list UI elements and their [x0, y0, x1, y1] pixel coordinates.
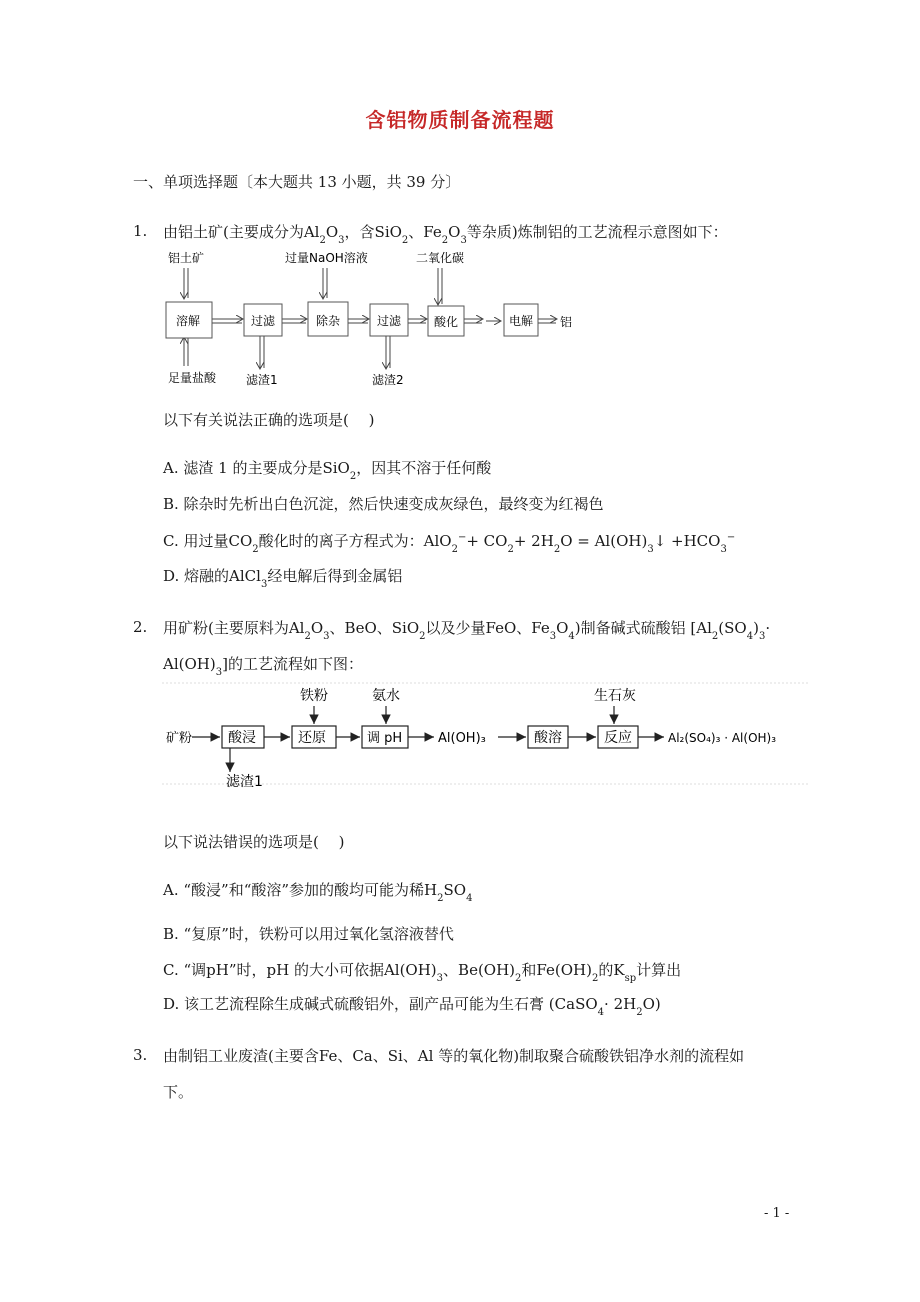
- q1-label-bauxite: 铝土矿: [168, 251, 205, 265]
- question-2-flow-diagram: [162, 680, 810, 792]
- q1-box-acidify: 酸化: [434, 315, 459, 329]
- q1-label-residue-2: 滤渣2: [372, 373, 404, 387]
- q1-product-aluminum: 铝: [560, 315, 573, 329]
- question-1-option-c[interactable]: C. 用过量$CO_2$酸化时的离子方程式为：$AlO_2^-+ CO_2+ 2H_2O$ = $Al(OH)_3↓ +HCO_3^-$: [163, 532, 736, 555]
- q1-label-naoh: 过量NaOH溶液: [285, 251, 368, 265]
- q2-label-ammonia: 氨水: [372, 688, 400, 704]
- question-1-option-d[interactable]: D. 熔融的AlCl$_3$经电解后得到金属铝: [163, 567, 403, 590]
- q1-box-dissolve: 溶解: [176, 314, 201, 328]
- q1-label-hcl: 足量盐酸: [168, 371, 217, 385]
- question-1-number: 1.: [133, 222, 148, 240]
- q2-final-product: Al₂(SO₄)₃ · Al(OH)₃: [668, 731, 777, 745]
- question-2-stem-line-2: $Al(OH)_3$]的工艺流程如下图：: [163, 655, 363, 678]
- question-1-ask: 以下有关说法正确的选项是( ): [163, 411, 375, 429]
- q1-box-electrolysis: 电解: [509, 314, 534, 328]
- question-3-number: 3.: [133, 1046, 148, 1064]
- q1-label-co2: 二氧化碳: [416, 251, 465, 265]
- q2-box-adjust-ph: 调 pH: [367, 731, 403, 746]
- question-2-option-a[interactable]: A. “酸浸”和“酸溶”参加的酸均可能为稀$H_2SO_4$: [163, 881, 473, 904]
- q2-box-acid-dissolve: 酸溶: [534, 730, 562, 746]
- q2-box-acid-leach: 酸浸: [228, 730, 256, 746]
- question-1-option-a[interactable]: A. 滤渣 1 的主要成分是SiO$_2$，因其不溶于任何酸: [163, 459, 492, 482]
- q2-label-residue-1: 滤渣1: [226, 774, 263, 790]
- question-2-ask: 以下说法错误的选项是( ): [163, 833, 345, 851]
- question-2-option-c[interactable]: C. “调pH”时，pH 的大小可依据$Al(OH)_3$、$Be(OH)_2$和$Fe(OH)_2$的$K_{sp}$计算出: [163, 961, 682, 984]
- q2-box-reduce: 还原: [298, 730, 326, 746]
- question-2-number: 2.: [133, 618, 148, 636]
- page-title: 含铝物质制备流程题: [365, 108, 555, 132]
- q2-label-quicklime: 生石灰: [594, 688, 636, 704]
- question-1-stem: 由铝土矿(主要成分为$Al_2O_3$，含SiO$_2$、$Fe_2O_3$等杂质)炼制铝的工艺流程示意图如下：: [163, 223, 728, 246]
- question-2-option-b[interactable]: B. “复原”时，铁粉可以用过氧化氢溶液替代: [163, 925, 454, 943]
- q1-box-filter-1: 过滤: [251, 314, 276, 328]
- section-heading: 一、单项选择题〔本大题共 13 小题，共 39 分〕: [133, 173, 461, 191]
- question-1-option-b[interactable]: B. 除杂时先析出白色沉淀，然后快速变成灰绿色，最终变为红褐色: [163, 495, 604, 513]
- q2-label-iron-powder: 铁粉: [300, 688, 328, 704]
- question-2-option-d[interactable]: D. 该工艺流程除生成碱式硫酸铝外，副产品可能为生石膏 (CaSO$_4$· $2H_2O$): [163, 995, 661, 1018]
- q1-box-filter-2: 过滤: [377, 314, 402, 328]
- page-number: - 1 -: [764, 1206, 790, 1221]
- q1-box-remove-impurity: 除杂: [316, 314, 341, 328]
- question-2-stem-line-1: 用矿粉(主要原料为$Al_2O_3$、BeO、SiO$_2$以及少量FeO、$Fe_3O_4$)制备碱式硫酸铝 [$Al_2(SO_4)_3\cdot$: [163, 619, 771, 642]
- q2-start-ore-powder: 矿粉: [166, 731, 193, 746]
- q2-box-react: 反应: [604, 730, 632, 746]
- q1-label-residue-1: 滤渣1: [246, 373, 278, 387]
- q2-mid-product-aloh3: Al(OH)₃: [438, 731, 486, 746]
- question-3-stem-line-2: 下。: [163, 1083, 194, 1101]
- question-1-flow-diagram: [160, 246, 600, 394]
- question-3-stem-line-1: 由制铝工业废渣(主要含Fe、Ca、Si、Al 等的氧化物)制取聚合硫酸铁铝净水剂的流程如: [163, 1047, 745, 1065]
